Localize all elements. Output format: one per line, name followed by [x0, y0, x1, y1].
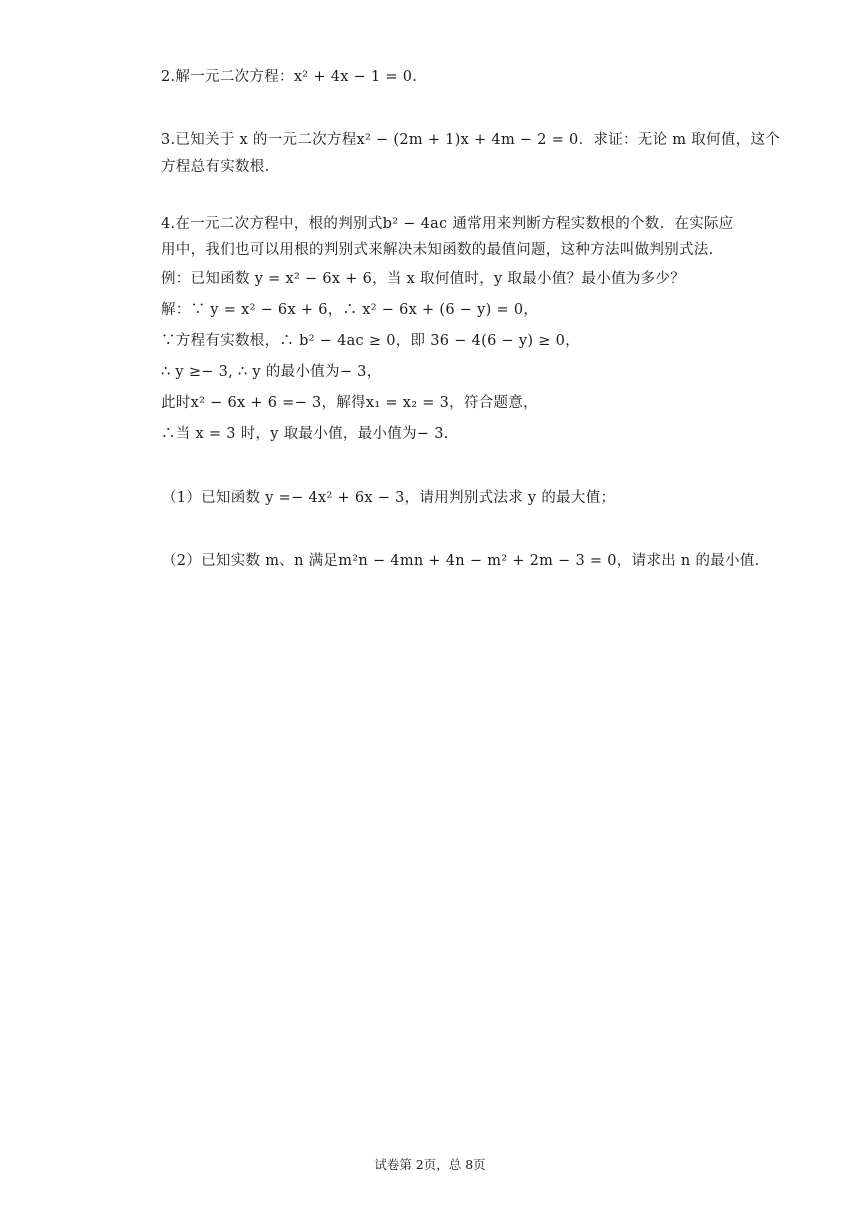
problem-4-text-line-1: 4.在一元二次方程中，根的判别式b² − 4ac 通常用来判断方程实数根的个数．在实际应 [161, 216, 734, 232]
problem-4-example: 例：已知函数 y = x² − 6x + 6，当 x 取何值时，y 取最小值？最小值为多少？ [161, 271, 686, 287]
problem-3-text-line-1: 3.已知关于 x 的一元二次方程x² − (2m + 1)x + 4m − 2 = 0．求证：无论 m 取何值，这个 [161, 132, 781, 148]
sub-question-2: （2）已知实数 m、n 满足m²n − 4mn + 4n − m² + 2m − 3 = 0，请求出 n 的最小值. [162, 553, 760, 569]
solution-line-2: ∵方程有实数根，∴ b² − 4ac ≥ 0，即 36 − 4(6 − y) ≥ 0， [161, 333, 580, 349]
problem-3-text-line-2: 方程总有实数根. [161, 159, 270, 175]
solution-line-1: 解：∵ y = x² − 6x + 6，∴ x² − 6x + (6 − y) = 0， [161, 302, 539, 318]
solution-line-3: ∴ y ≥− 3, ∴ y 的最小值为− 3， [161, 364, 382, 380]
page-footer: 试卷第 2页，总 8页 [374, 1157, 486, 1172]
problem-2-text: 2.解一元二次方程：x² + 4x − 1 = 0. [161, 69, 418, 85]
sub-question-1: （1）已知函数 y =− 4x² + 6x − 3，请用判别式法求 y 的最大值； [162, 490, 616, 506]
problem-4-text-line-2: 用中，我们也可以用根的判别式来解决未知函数的最值问题，这种方法叫做判别式法. [161, 242, 714, 258]
solution-line-5: ∴当 x = 3 时，y 取最小值，最小值为− 3. [161, 426, 449, 442]
solution-line-4: 此时x² − 6x + 6 =− 3，解得x₁ = x₂ = 3，符合题意， [161, 395, 538, 411]
